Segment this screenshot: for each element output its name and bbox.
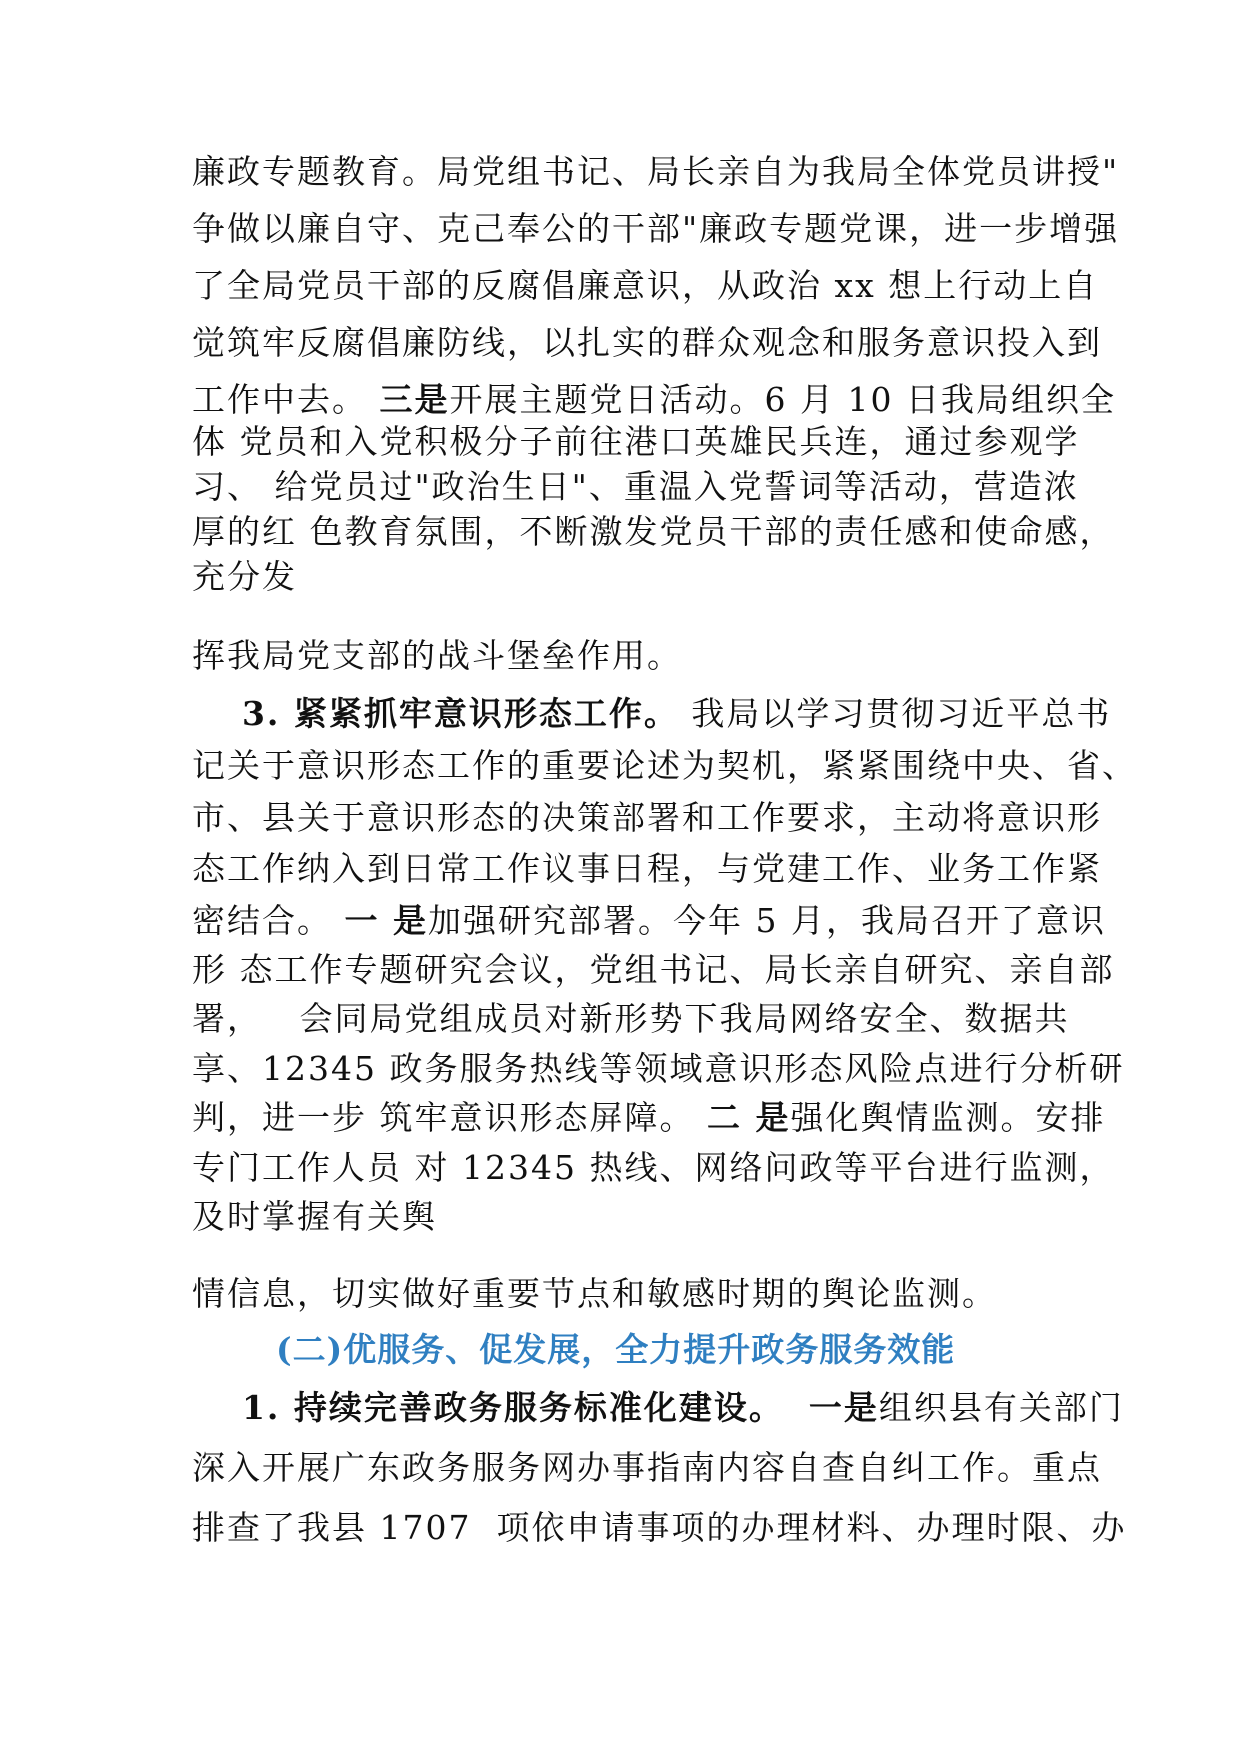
bold-lead: 1. 持续完善政务服务标准化建设。: [241, 1388, 784, 1427]
line-text: 加强研究部署。今年 5 月，我局召开了意识: [428, 901, 1106, 940]
section-heading: (二)优服务、促发展，全力提升政务服务效能: [276, 1330, 956, 1369]
paragraph-line: 深入开展广东政务服务网办事指南内容自查自纠工作。重点: [192, 1448, 1102, 1487]
paragraph-line: 觉筑牢反腐倡廉防线，以扎实的群众观念和服务意识投入到: [192, 323, 1102, 362]
paragraph-line: [192, 376, 1116, 424]
line-text: 密结合。: [192, 901, 345, 940]
indent: [192, 1388, 242, 1427]
line-text: 开展主题党日活动。6 月 10 日我局组织全: [449, 380, 1116, 419]
paragraph-line: 记关于意识形态工作的重要论述为契机，紧紧围绕中央、省、: [192, 746, 1137, 785]
line-text: 组织县有关部门: [878, 1388, 1124, 1427]
indent: [192, 694, 242, 733]
paragraph-line: [192, 1384, 1124, 1432]
bold-lead: 3. 紧紧抓牢意识形态工作。: [241, 694, 679, 733]
paragraph-line: 态工作纳入到日常工作议事日程，与党建工作、业务工作紧: [192, 849, 1102, 888]
paragraph-line: 形 态工作专题研究会议，党组书记、局长亲自研究、亲自部: [192, 950, 1115, 989]
paragraph-line: 了全局党员干部的反腐倡廉意识，从政治 xx 想上行动上自: [192, 266, 1099, 305]
bold-lead: 一 是: [344, 901, 428, 940]
bold-lead: 一是: [808, 1388, 879, 1427]
gap: [784, 1388, 809, 1427]
paragraph-line: 专门工作人员 对 12345 热线、网络问政等平台进行监测，: [192, 1148, 1115, 1187]
paragraph-line: [192, 1094, 1105, 1142]
line-text: 工作中去。: [192, 380, 380, 419]
line-text: 判，进一步 筑牢意识形态屏障。: [192, 1098, 707, 1137]
paragraph-line: 排查了我县 1707 项依申请事项的办理材料、办理时限、办: [192, 1508, 1127, 1547]
paragraph-line: 署， 会同局党组成员对新形势下我局网络安全、数据共: [192, 999, 1070, 1038]
paragraph-line: 情信息，切实做好重要节点和敏感时期的舆论监测。: [192, 1274, 997, 1313]
paragraph-line: 市、县关于意识形态的决策部署和工作要求，主动将意识形: [192, 798, 1102, 837]
bold-lead: 二 是: [706, 1098, 791, 1137]
paragraph-line: [192, 690, 1111, 738]
paragraph-line: 习、 给党员过"政治生日"、重温入党誓词等活动，营造浓: [192, 467, 1079, 506]
paragraph-line: 廉政专题教育。局党组书记、局长亲自为我局全体党员讲授": [192, 152, 1120, 191]
paragraph-line: 享、12345 政务服务热线等领域意识形态风险点进行分析研: [192, 1049, 1125, 1088]
paragraph-line: 争做以廉自守、克己奉公的干部"廉政专题党课，进一步增强: [192, 209, 1120, 248]
bold-lead: 三是: [379, 380, 450, 419]
paragraph-line: 体 党员和入党积极分子前往港口英雄民兵连，通过参观学: [192, 422, 1080, 461]
paragraph-line: 充分发: [192, 557, 297, 596]
paragraph-line: 厚的红 色教育氛围，不断激发党员干部的责任感和使命感，: [192, 512, 1115, 551]
paragraph-line: [192, 897, 1106, 945]
line-text: 我局以学习贯彻习近平总书: [678, 694, 1112, 733]
paragraph-line: 挥我局党支部的战斗堡垒作用。: [192, 636, 682, 675]
paragraph-line: 及时掌握有关舆: [192, 1197, 437, 1236]
line-text: 强化舆情监测。安排: [790, 1098, 1106, 1137]
